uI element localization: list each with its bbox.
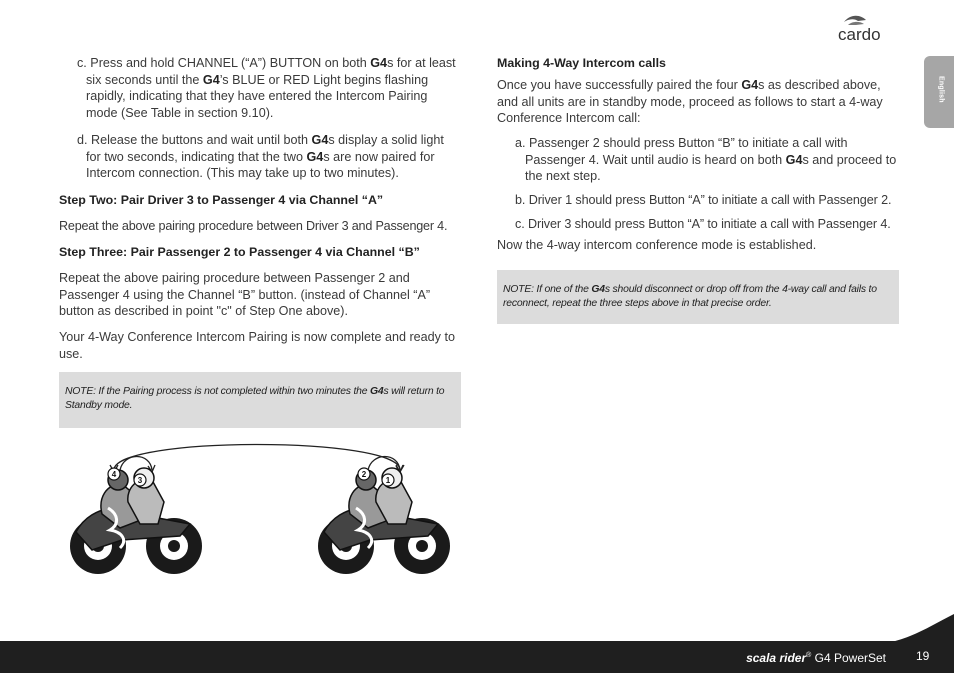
bike1-label-front: 3: [137, 476, 143, 485]
step-c-paragraph: c. Press and hold CHANNEL (“A”) BUTTON on both G4s for at least six seconds until the G4’s BLUE or RED Light begins flashing rapidly, indicating that they have entered the Intercom Pairing mode (See Table in section 9.10).: [77, 56, 456, 120]
left-note-box: NOTE: If the Pairing process is not completed within two minutes the G4s will return to Standby mode.: [59, 372, 461, 428]
bike-1: [70, 457, 202, 575]
bike1-label-rear: 4: [111, 470, 117, 479]
footer-product-title: scala rider® G4 PowerSet: [746, 651, 886, 665]
right-note-box: NOTE: If one of the G4s should disconnect or drop off from the 4-way call and fails to reconnect, repeat the three steps above in that precise order.: [497, 270, 899, 324]
step-two-heading: Step Two: Pair Driver 3 to Passenger 4 via Channel “A”: [59, 193, 384, 207]
cardo-logo: [836, 12, 886, 44]
bike2-label-front: 1: [385, 476, 391, 485]
right-intro: Once you have successfully paired the four G4s as described above, and all units are in standby mode, proceed as follows to start a 4-way Conference Intercom call:: [497, 78, 883, 126]
bike2-label-rear: 2: [361, 470, 367, 479]
footer-curve: [880, 614, 954, 644]
step-two-text: Repeat the above pairing procedure between Driver 3 and Passenger 4.: [59, 219, 448, 233]
step-d-paragraph: d. Release the buttons and wait until both G4s display a solid light for two seconds, indicating that the two G4s are now paired for Intercom connection. (This may take up to two minutes).: [77, 133, 444, 181]
bike-2: [318, 457, 450, 575]
language-label: English: [937, 76, 945, 103]
step-three-text: Repeat the above pairing procedure between Passenger 2 and Passenger 4 using the Channel “B” button. (instead of Channel “A” button as described in point "c" of Step One above).: [59, 271, 431, 319]
motorcycle-intercom-illustration: [62, 432, 462, 582]
right-established: Now the 4-way intercom conference mode is established.: [497, 238, 817, 252]
complete-text: Your 4-Way Conference Intercom Pairing is now complete and ready to use.: [59, 330, 455, 361]
right-step-a: a. Passenger 2 should press Button “B” to initiate a call with Passenger 4. Wait until audio is heard on both G4s and proceed to the next step.: [515, 136, 897, 184]
right-step-b: b. Driver 1 should press Button “A” to initiate a call with Passenger 2.: [515, 193, 892, 207]
right-heading: Making 4-Way Intercom calls: [497, 56, 666, 70]
language-tab: [924, 56, 954, 128]
right-step-c: c. Driver 3 should press Button “A” to initiate a call with Passenger 4.: [515, 217, 891, 231]
step-three-heading: Step Three: Pair Passenger 2 to Passenger 4 via Channel “B”: [59, 245, 420, 259]
page-number: 19: [916, 649, 930, 663]
logo-text: cardo: [838, 25, 881, 44]
